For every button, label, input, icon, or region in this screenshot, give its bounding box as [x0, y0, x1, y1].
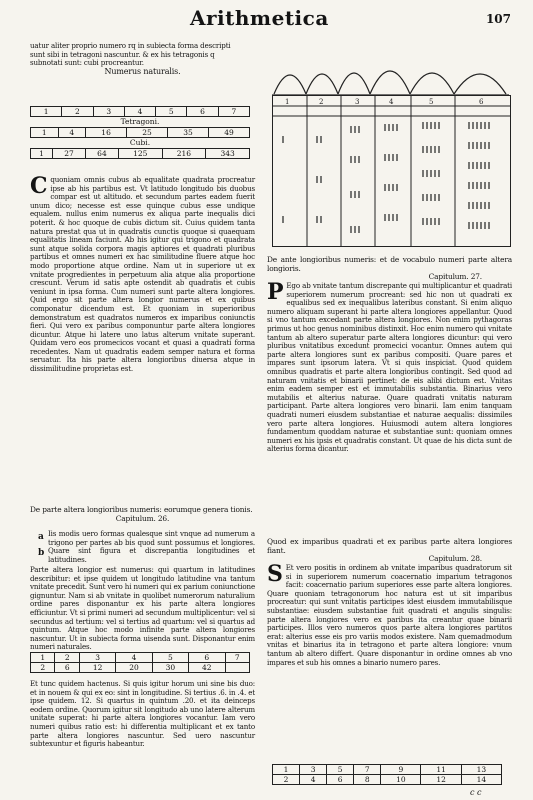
cell: 4: [300, 775, 327, 785]
cell: 7: [218, 107, 249, 117]
table-tetragoni: [30, 127, 250, 138]
chapter-28-label: Capitulum.: [428, 554, 469, 564]
cell: 6: [187, 107, 218, 117]
cell: 6: [55, 663, 79, 673]
paragraph-4: Et tunc quidem hactenus. Si quis igitur horum uni sine bis duo: et in nouem & qui ex eo: sint in longitudine. Si tertius .6. in .4. et ipse quidem. 12. Si quartus in quintum .20. et ita deinceps eodem ordine. Quorum igitur sit longitudo ab uno latere alterum unitate superat: hi parte altera longiores vocantur. Iam vero numeri quibus ratio est: hi differentia multiplicant et ex tanto parte altera longiores nascuntur. Sed uero nascuntur subtexuntur et figuris habeantur.: [30, 679, 255, 749]
initial-letter: C: [30, 173, 48, 199]
cell: 343: [206, 149, 250, 159]
cell: 20: [116, 663, 152, 673]
cell: 27: [53, 149, 86, 159]
tetragoni-label: Tetragoni.: [120, 117, 160, 126]
cell: 42: [189, 663, 225, 673]
cell: 12: [421, 775, 461, 785]
chapter-27-number: 27.: [470, 272, 482, 282]
chapter-27-label: Capitulum.: [428, 272, 469, 282]
table-natural: [30, 106, 250, 117]
cell: 7: [354, 765, 381, 775]
cell: 64: [86, 149, 119, 159]
running-title: Arithmetica: [190, 6, 329, 30]
chapter-27-title: De ante longioribus numeris: et de vocabulo numeri parte altera longioris.: [267, 255, 512, 273]
table-cubi: [30, 148, 250, 159]
marginal-b: b: [38, 548, 45, 558]
initial-letter: S: [267, 561, 283, 587]
right-body-1: [267, 279, 512, 538]
cell: 3: [79, 653, 115, 663]
svg-text:1: 1: [285, 98, 290, 106]
cell: 1: [31, 128, 59, 138]
cell: 25: [127, 128, 168, 138]
chapter-26-label: Capitulum.: [115, 513, 156, 523]
page-header: [0, 2, 533, 36]
cell: 3: [93, 107, 124, 117]
chapter-26-title: De parte altera longioribus numeris: eorumque genera tionis.: [30, 505, 253, 514]
svg-text:2: 2: [319, 98, 324, 106]
cell: 35: [168, 128, 209, 138]
svg-text:6: 6: [479, 98, 484, 106]
intro-line-3: subnotati sunt: cubi procreantur.: [30, 58, 144, 68]
chapter-28-number: 28.: [470, 554, 482, 564]
initial-letter: P: [267, 279, 284, 305]
cell: 5: [152, 653, 188, 663]
marginal-a: a: [38, 532, 44, 542]
cell: 6: [327, 775, 354, 785]
cell: [225, 663, 250, 673]
chapter-26-label-line: [30, 515, 255, 524]
cell: 12: [79, 663, 115, 673]
right-paragraph-1: Ego ab vnitate tantum discrepante qui multiplicantur et quadrati superiorem numerum procreant: sed hic non ut quadrati ex equalibus sed ex inequalibus lateribus constant. Si enim aliquo numero aliquam superant hi parte altera longiores appellantur. Quod si vno tantum excedant parte altera longiores. Non enim pythagoras primus ut hoc genus nominibus distinxit. Hoc enim numero qui vnitate tantum ab altero superatur parte altera longiores dicuntur: qui vero pluribus vnitatibus excedunt promecici vocantur. Omnes autem qui parte altera longiores sunt ex paribus compositi. Quare pares et impares sunt ipsorum latera. Vt si quis inspiciat. Quod quidem omnibus quadratis et parte altera longioribus contingit. Sed quod ad naturam vnitatis et binarii pertinet: de eis alibi dictum est. Vnitas enim eadem semper est et immutabilis substantia. Binarius vero mutabilis et alterius naturae. Quare quadrati vnitatis naturam participant. Parte altera longiores vero binarii. Iam enim tanquam quadrati numeri eiusdem substantiae et naturae aequalis: dissimiles vero parte altera longiores. Huiusmodi autem altera longiores fundamentum quoddam naturae et substantiae sunt: quoniam omnes numeri ex his ipsis et quadratis constant. Ut quae de his dicta sunt de alterius forma dicantur.: [267, 281, 512, 454]
cell: 49: [209, 128, 250, 138]
cell: 1: [31, 149, 53, 159]
cell: 30: [152, 663, 188, 673]
right-paragraph-2: Et vero positis in ordinem ab vnitate imparibus quadratorum sit si in superiorem numerum coacernatio imparium tetragonos facit: coacernatio parium superiores esse parte altera longiores. Quare quoniam tetragonorum hoc natura est ut sit imparibus procreatur: qui sunt vnitatis participes idest eiusdem immutabilisque substantiae: eiusdem substantiae fuit quadrati et angulis singulis: parte altera longiores vero ex paribus ita creantur quae binarii participes. Illos vero numeros quos parte altera longiores partitos erat: alterius esse eis pro variis modos existere. Nam quemadmodum vnitas et binarius ita in tetragono et parte altera longiore: vnum tantum ab altero differt. Quare disponantur in ordine omnes ab vno impares et sub his omnes a binario numero pares.: [267, 563, 512, 667]
paragraph-1: quoniam omnis cubus ab equalitate quadrata procreatur ipse ab his partibus est. Vt latitudo longitudo bis duobus compar est ut altitudo. et secundum partes eadem fuerit unum dico; necesse est esse quinque cubus esse undique equalem. nullus enim numerus ex aliqua parte inequalis dici poterit. & hoc quoque de cubis dictum sit. Cuius quidem tanta natura prestat qua ut in quadratis cunctis quoque si quaequam equalitatis lineam faciunt. Ab his igitur qui trigono et quadrata sunt atque solida corpora magis aptiores et quadrati pluribus partibus et omnes numeri ex hac similitudine fluere atque hoc modo proportione atque ordine. Nam ut in superiore ut ex vnitate progredientes in perpetuum alia atque alia proportione crescunt. Verum id satis apte ostendit ab quadratis et cubis veniunt in ipsa forma. Cum numeri sunt parte altera longiores. Quid ergo sit parte altera longior numerus et ex quibus componatur dicendum est. Et quoniam in superioribus demonstratum est quadratos numeros ex imparibus coniunctis fieri. Qui vero ex paribus componuntur parte altera longiores dicuntur. Atque hi latere uno latus alterum vnitate superant. Quidam vero eos promecicos vocant et quasi a quadrati forma recedentes. Nam ut quadratis eadem semper natura et forma seruatur. Ita his parte altera longioribus diuersa atque in dissimilitudine proprietas est.: [30, 175, 255, 374]
chapter-26-heading: [30, 506, 255, 523]
cell: 2: [62, 107, 93, 117]
left-para-4: [30, 679, 255, 749]
svg-text:3: 3: [355, 98, 360, 106]
cell: 16: [86, 128, 127, 138]
left-column: [30, 42, 255, 76]
cell: 9: [381, 765, 421, 775]
right-body-2: [267, 561, 512, 762]
number-tables: [30, 106, 250, 159]
cell: 4: [58, 128, 86, 138]
cell: 216: [162, 149, 206, 159]
chapter-28-title: Quod ex imparibus quadrati et ex paribus parte altera longiores fiant.: [267, 537, 512, 555]
cell: 7: [225, 653, 250, 663]
left-para-3: [30, 566, 255, 652]
natural-label: Numerus naturalis.: [104, 66, 181, 76]
left-body: [30, 173, 255, 506]
signature-mark: c c: [470, 788, 482, 797]
arch: [410, 73, 454, 94]
cell: 5: [156, 107, 187, 117]
cell: 125: [118, 149, 162, 159]
chapter-26-number: 26.: [157, 513, 170, 523]
cell: 1: [31, 107, 62, 117]
cell: 3: [300, 765, 327, 775]
left-para-2: [30, 530, 255, 564]
cell: 2: [273, 775, 300, 785]
arch: [274, 75, 306, 94]
paragraph-3: Parte altera longior est numerus: qui quartum in latitudines describitur: et ipse quidem ut longitudo latitudine vna tantum vnitate precedit. Sunt vero hi numeri qui ex parium coniunctione gignuntur. Nam si ab vnitate in quolibet numerorum naturalium ordine pares disponantur ex his parte altera longiores efficiuntur. Vt si primi numeri ad secundum multiplicentur: vel si secundus ad tertium: vel si tertius ad quartum: vel si quartus ad quintum. Atque hoc modo infinite parte altera longiores nascuntur. Ut in subiecta forma uisenda sunt. Disponantur enim numeri naturales.: [30, 565, 255, 652]
cubi-label: Cubi.: [129, 138, 151, 147]
cell: 4: [116, 653, 152, 663]
arches-figure: [272, 46, 509, 96]
arch: [338, 73, 370, 94]
svg-text:5: 5: [429, 98, 434, 106]
cell: 11: [421, 765, 461, 775]
cell: 10: [381, 775, 421, 785]
tally-figure: [272, 95, 511, 247]
chapter-28-heading: [267, 538, 512, 564]
table-bottom-naturals: [30, 652, 250, 673]
intro-line-2: sunt sibi in tetragoni nascuntur. & ex his tetragonis q: [30, 49, 215, 59]
cell: 2: [55, 653, 79, 663]
arch: [454, 74, 506, 94]
cell: 13: [461, 765, 501, 775]
arch: [370, 71, 410, 94]
paragraph-2: Iis modis uero formas qualesque sint vnque ad numerum a trigono per partes ab bis quod sunt possumus et longiores. Quare sint figura et discrepantia longitudines et latitudines.: [48, 529, 255, 564]
cell: 1: [31, 653, 55, 663]
chapter-27-heading: [267, 256, 512, 282]
cell: 8: [354, 775, 381, 785]
cell: 14: [461, 775, 501, 785]
intro-line-1: uatur aliter proprio numero rq in subiecta forma descripti: [30, 41, 231, 50]
table-odd-even: [272, 764, 502, 785]
arch: [306, 74, 338, 94]
cell: 4: [124, 107, 155, 117]
svg-text:4: 4: [389, 98, 394, 106]
cell: 2: [31, 663, 55, 673]
page-number: 107: [485, 12, 511, 26]
cell: 6: [189, 653, 225, 663]
cell: 5: [327, 765, 354, 775]
cell: 1: [273, 765, 300, 775]
tally-grid: [273, 96, 510, 246]
